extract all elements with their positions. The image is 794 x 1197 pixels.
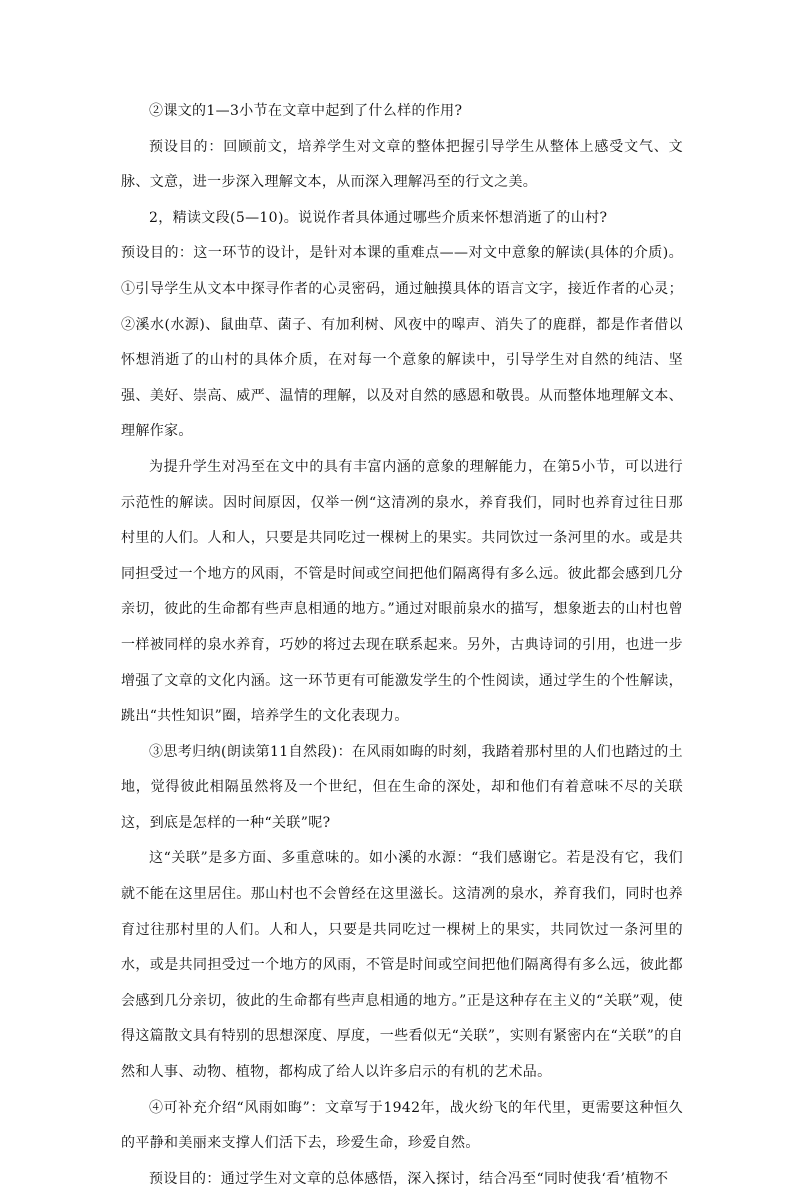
paragraph-purpose-imagery: 预设目的：这一环节的设计，是针对本课的重难点——对文中意象的解读(具体的介质)。①引导学生从文本中探寻作者的心灵密码，通过触摸具体的语言文字，接近作者的心灵；②溪水(水源)、鼠曲草、菌子、有加利树、风夜中的嗥声、消失了的鹿群，都是作者借以怀想消逝了的山村的具体介质，在对每一个意象的解读中，引导学生对自然的纯洁、坚强、美好、崇高、威严、温情的理解，以及对自然的感恩和敬畏。从而整体地理解文本、理解作家。 [121,245,683,440]
paragraph-purpose-review: 预设目的：回顾前文，培养学生对文章的整体把握引导学生从整体上感受文气、文脉、文意，进一步深入理解文本，从而深入理解冯至的行文之美。 [121,138,683,191]
paragraph-question-3: ③思考归纳(朗读第11自然段)：在风雨如晦的时刻，我踏着那村里的人们也踏过的土地，觉得彼此相隔虽然将及一个世纪，但在生命的深处，却和他们有着意味不尽的关联这，到底是怎样的一种“关联”呢? [121,743,683,831]
paragraph-close-reading-task: 2，精读文段(5—10)。说说作者具体通过哪些介质来怀想消逝了的山村? [149,209,608,226]
paragraph-question-2: ②课文的1—3小节在文章中起到了什么样的作用? [149,103,463,119]
document-body [121,94,683,1197]
paragraph-question-4: ④可补充介绍“风雨如晦”：文章写于1942年，战火纷飞的年代里，更需要这种恒久的平静和美丽来支撑人们活下去，珍爱生命，珍爱自然。 [121,1099,683,1152]
paragraph-connection-analysis: 这“关联”是多方面、多重意味的。如小溪的水源：“我们感谢它。若是没有它，我们就不能在这里居住。那山村也不会曾经在这里滋长。这清冽的泉水，养育我们，同时也养育过往那村里的人们。人和人，只要是共同吃过一棵树上的果实，共同饮过一条河里的水，或是共同担受过一个地方的风雨，不管是时间或空间把他们隔离得有多么远，彼此都会感到几分亲切，彼此的生命都有些声息相通的地方。”正是这种存在主义的“关联”观，使得这篇散文具有特别的思想深度、厚度，一些看似无“关联”，实则有紧密内在“关联”的自然和人事、动物、植物，都构成了给人以许多启示的有机的艺术品。 [121,850,683,1081]
paragraph-demonstration-reading: 为提升学生对冯至在文中的具有丰富内涵的意象的理解能力，在第5小节，可以进行示范性的解读。因时间原因，仅举一例“这清冽的泉水，养育我们，同时也养育过往日那村里的人们。人和人，只要是共同吃过一棵树上的果实。共同饮过一条河里的水。或是共同担受过一个地方的风雨，不管是时间或空间把他们隔离得有多么远。彼此都会感到几分亲切，彼此的生命都有些声息相通的地方。”通过对眼前泉水的描写，想象逝去的山村也曾一样被同样的泉水养育，巧妙的将过去现在联系起来。另外，古典诗词的引用，也进一步增强了文章的文化内涵。这一环节更有可能激发学生的个性阅读，通过学生的个性解读，跳出“共性知识”圈，培养学生的文化表现力。 [121,458,683,725]
paragraph-purpose-summary: 预设目的：通过学生对文章的总体感悟，深入探讨，结合冯至“同时使我‘看’植物不 [149,1170,669,1187]
